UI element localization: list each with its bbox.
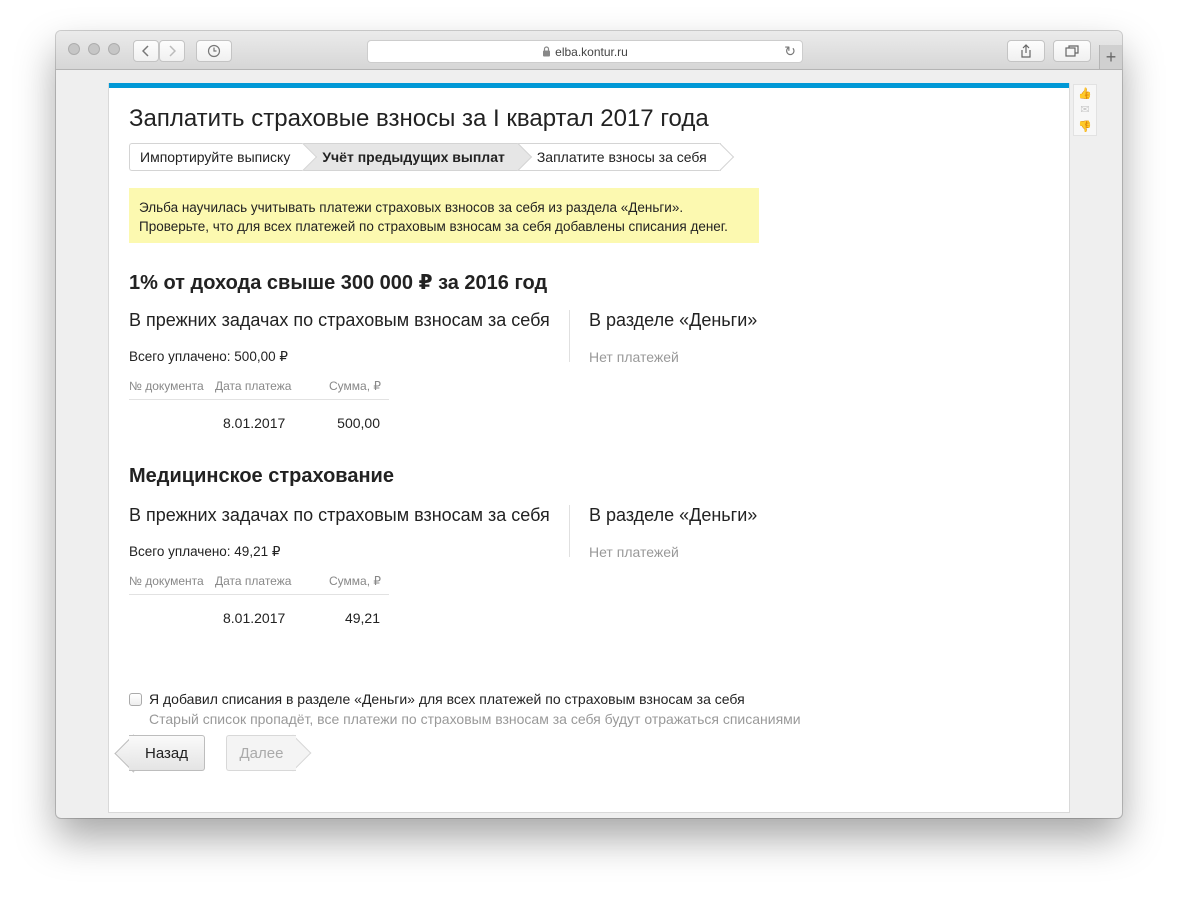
column-header: Сумма, ₽ xyxy=(328,574,381,588)
notice-banner xyxy=(129,188,759,243)
notice-line: Проверьте, что для всех платежей по страховым взносам за себя добавлены списания денег. xyxy=(139,219,728,234)
step-pay-contributions[interactable] xyxy=(519,143,721,171)
reload-icon[interactable]: ↻ xyxy=(784,43,796,59)
column-header: № документа xyxy=(129,574,204,588)
page-content xyxy=(108,83,1070,813)
back-button-label: Назад xyxy=(145,744,188,762)
back-button[interactable] xyxy=(129,735,205,771)
browser-window xyxy=(56,31,1122,818)
forward-nav-button[interactable] xyxy=(159,40,185,62)
back-nav-button[interactable] xyxy=(133,40,159,62)
new-tab-button[interactable] xyxy=(1099,45,1122,69)
close-window-button[interactable] xyxy=(68,43,80,55)
money-section-title: В разделе «Деньги» xyxy=(589,505,758,525)
feedback-toolbar xyxy=(1073,84,1097,136)
mail-icon[interactable]: ✉ xyxy=(1080,104,1090,117)
next-button[interactable] xyxy=(226,735,296,771)
previous-tasks-title: В прежних задачах по страховым взносам за себя xyxy=(129,310,550,330)
column-header: Дата платежа xyxy=(215,379,292,393)
share-icon xyxy=(1020,44,1032,58)
column-header: Сумма, ₽ xyxy=(328,379,381,393)
payment-date: 8.01.2017 xyxy=(223,610,286,626)
column-divider xyxy=(569,505,570,557)
url-text: elba.kontur.ru xyxy=(555,44,628,59)
table-header xyxy=(129,570,389,595)
payments-table xyxy=(129,375,389,440)
confirm-checkbox[interactable] xyxy=(129,693,142,706)
no-payments-text: Нет платежей xyxy=(589,544,679,560)
payment-sum: 49,21 xyxy=(344,610,380,626)
payment-sum: 500,00 xyxy=(337,415,380,431)
tabs-icon xyxy=(1065,45,1079,57)
browser-toolbar xyxy=(56,31,1122,70)
plus-icon: + xyxy=(1105,46,1117,67)
thumbs-up-icon[interactable]: 👍 xyxy=(1078,87,1092,100)
thumbs-down-icon[interactable]: 👎 xyxy=(1078,121,1092,134)
step-previous-payments[interactable] xyxy=(304,143,519,171)
chevron-left-icon xyxy=(142,45,150,57)
table-header xyxy=(129,375,389,400)
table-row xyxy=(129,595,389,635)
chevron-right-icon xyxy=(168,45,176,57)
total-paid: Всего уплачено: 49,21 ₽ xyxy=(129,544,281,559)
money-section-title: В разделе «Деньги» xyxy=(589,310,758,330)
section-title: 1% от дохода свыше 300 000 ₽ за 2016 год xyxy=(129,272,548,294)
previous-tasks-title: В прежних задачах по страховым взносам за себя xyxy=(129,505,550,525)
payment-date: 8.01.2017 xyxy=(223,415,286,431)
section-title: Медицинское страхование xyxy=(129,465,394,487)
payments-table xyxy=(129,570,389,635)
step-label: Заплатите взносы за себя xyxy=(536,149,707,165)
no-payments-text: Нет платежей xyxy=(589,349,679,365)
notice-line: Эльба научилась учитывать платежи страховых взносов за себя из раздела «Деньги». xyxy=(139,200,684,215)
wizard-steps xyxy=(129,143,721,171)
lock-icon xyxy=(542,46,551,57)
minimize-window-button[interactable] xyxy=(88,43,100,55)
tabs-overview-button[interactable] xyxy=(1053,40,1091,62)
table-row xyxy=(129,400,389,440)
accent-bar xyxy=(109,83,1069,88)
page-title: Заплатить страховые взносы за I квартал 2017 года xyxy=(129,105,709,132)
column-header: № документа xyxy=(129,379,204,393)
column-divider xyxy=(569,310,570,362)
confirm-hint: Старый список пропадёт, все платежи по страховым взносам за себя будут отражаться списаниями xyxy=(149,711,801,727)
address-bar[interactable] xyxy=(367,40,803,63)
share-button[interactable] xyxy=(1007,40,1045,62)
step-import-statement[interactable] xyxy=(129,143,304,171)
confirm-label[interactable]: Я добавил списания в разделе «Деньги» для всех платежей по страховым взносам за себя xyxy=(149,691,745,707)
history-button[interactable] xyxy=(196,40,232,62)
zoom-window-button[interactable] xyxy=(108,43,120,55)
step-label: Учёт предыдущих выплат xyxy=(322,149,505,165)
total-paid: Всего уплачено: 500,00 ₽ xyxy=(129,349,288,364)
clock-icon xyxy=(207,44,221,58)
column-header: Дата платежа xyxy=(215,574,292,588)
step-label: Импортируйте выписку xyxy=(140,149,291,165)
next-button-label: Далее xyxy=(239,744,284,762)
